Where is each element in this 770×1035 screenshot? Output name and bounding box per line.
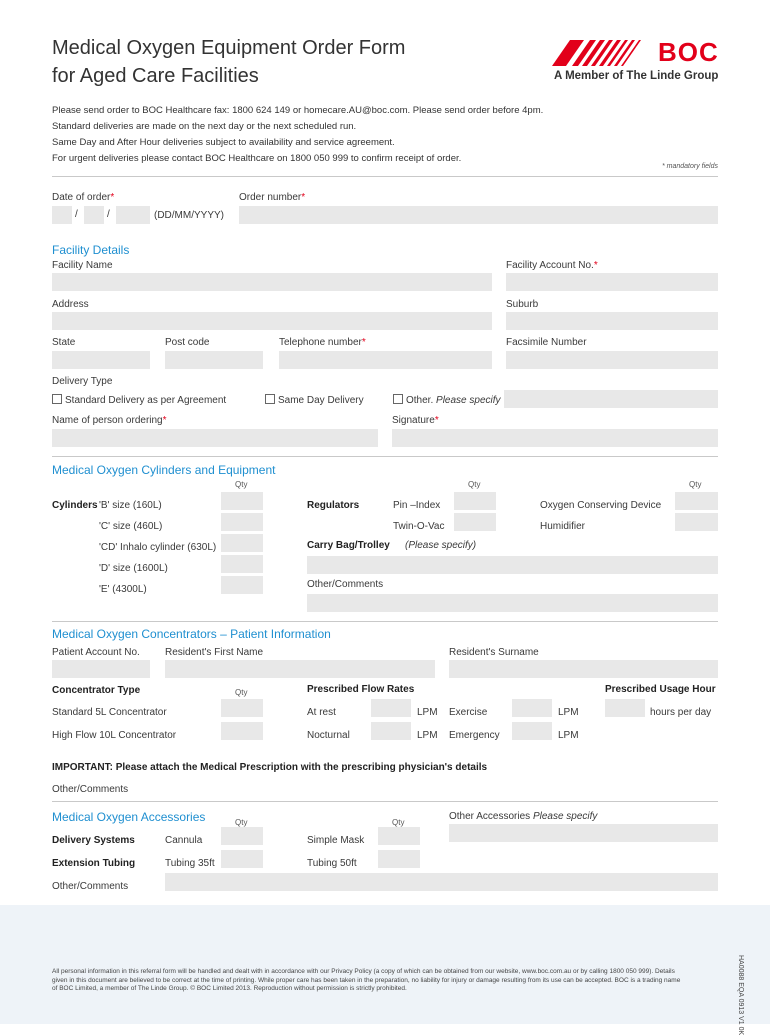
signature-label-text: Signature [392, 415, 435, 426]
cylinder-cd-qty-field[interactable] [221, 534, 263, 552]
date-day-field[interactable] [52, 206, 72, 224]
other-delivery-field[interactable] [504, 390, 718, 408]
standard-delivery-label: Standard Delivery as per Agreement [65, 395, 227, 406]
other-delivery-label [406, 395, 501, 406]
intro-line: For urgent deliveries please contact BOC Healthcare on 1800 050 999 to confirm receipt of order. [52, 153, 462, 164]
tubing-50ft-label: Tubing 50ft [307, 858, 357, 869]
standard-delivery-checkbox[interactable] [52, 394, 62, 404]
address-field[interactable] [52, 312, 492, 330]
oxygen-conserving-device-label: Oxygen Conserving Device [540, 500, 662, 511]
first-name-field[interactable] [165, 660, 435, 678]
divider [52, 621, 718, 622]
simple-mask-qty-field[interactable] [378, 827, 420, 845]
facility-name-label: Facility Name [52, 260, 113, 271]
other-accessories-hint: Please specify [532, 811, 598, 822]
telephone-label-text: Telephone number [279, 337, 362, 348]
order-number-label-text: Order number [239, 192, 302, 203]
cylinder-size-e: 'E' (4300L) [99, 584, 147, 595]
required-mark: * [162, 415, 167, 426]
date-year-field[interactable] [116, 206, 150, 224]
cylinders-other-comments-field[interactable] [307, 594, 718, 612]
accessories-other-comments-label: Other/Comments [52, 881, 129, 892]
facility-account-label [506, 260, 598, 271]
brand-name: BOC [658, 37, 719, 67]
person-ordering-label-text: Name of person ordering [52, 415, 163, 426]
important-note: IMPORTANT: Please attach the Medical Prescription with the prescribing physician's details [52, 762, 488, 773]
regulators-label: Regulators [307, 500, 360, 511]
cylinder-size-d: 'D' size (1600L) [99, 563, 168, 574]
extension-tubing-label: Extension Tubing [52, 858, 136, 869]
fax-label: Facsimile Number [506, 337, 587, 348]
date-separator: / [107, 209, 110, 220]
flow-at-rest-label: At rest [307, 707, 336, 718]
qty-header: Qty [468, 480, 481, 489]
fax-field[interactable] [506, 351, 718, 369]
cylinder-e-qty-field[interactable] [221, 576, 263, 594]
flow-emergency-field[interactable] [512, 722, 552, 740]
high-flow-concentrator-label: High Flow 10L Concentrator [52, 730, 177, 741]
flow-exercise-label: Exercise [449, 707, 488, 718]
order-number-label [239, 192, 305, 203]
flow-nocturnal-field[interactable] [371, 722, 411, 740]
other-delivery-checkbox[interactable] [393, 394, 403, 404]
postcode-field[interactable] [165, 351, 263, 369]
regulator-pin-index: Pin –Index [393, 500, 441, 511]
date-month-field[interactable] [84, 206, 104, 224]
required-mark: * [434, 415, 439, 426]
signature-field[interactable] [392, 429, 718, 447]
high-flow-concentrator-qty-field[interactable] [221, 722, 263, 740]
standard-concentrator-label: Standard 5L Concentrator [52, 707, 167, 718]
person-ordering-label [52, 415, 167, 426]
facility-account-label-text: Facility Account No. [506, 260, 594, 271]
cylinders-heading: Medical Oxygen Cylinders and Equipment [52, 463, 276, 477]
flow-at-rest-field[interactable] [371, 699, 411, 717]
standard-concentrator-qty-field[interactable] [221, 699, 263, 717]
divider [52, 801, 718, 802]
order-number-field[interactable] [239, 206, 718, 224]
date-label-text: Date of order [52, 192, 111, 203]
patient-account-field[interactable] [52, 660, 150, 678]
patient-account-label: Patient Account No. [52, 647, 140, 658]
date-separator: / [75, 209, 78, 220]
facility-heading: Facility Details [52, 243, 130, 257]
cylinder-b-qty-field[interactable] [221, 492, 263, 510]
carry-bag-field[interactable] [307, 556, 718, 574]
humidifier-qty-field[interactable] [675, 513, 718, 531]
cannula-qty-field[interactable] [221, 827, 263, 845]
accessories-heading: Medical Oxygen Accessories [52, 810, 206, 824]
telephone-label [279, 337, 366, 348]
usage-hour-label: Prescribed Usage Hour [605, 684, 716, 695]
pin-index-qty-field[interactable] [454, 492, 496, 510]
required-mark: * [110, 192, 115, 203]
other-accessories-text: Other Accessories [449, 811, 531, 822]
privacy-statement: All personal information in this referral form will be handled and dealt with in accordance with our Privacy Policy (a copy of which can be obtained from our website, www.boc.com.au or by calling 1800 050 999). Details given in this document are believed to be correct at the time of printing. While proper care has been taken in the preparation, no liability for injury or damage resulting from its use can be accepted. BOC is a trading name of BOC Limited, a member of The Linde Group. © BOC Limited 2013. Reproduction without permission is strictly prohibited. [52, 968, 681, 992]
brand-tagline: A Member of The Linde Group [554, 70, 719, 82]
same-day-delivery-label: Same Day Delivery [278, 395, 364, 406]
carry-bag-label: Carry Bag/Trolley [307, 540, 390, 551]
date-label [52, 192, 114, 203]
flow-rates-label: Prescribed Flow Rates [307, 684, 415, 695]
intro-line: Please send order to BOC Healthcare fax: 1800 624 149 or homecare.AU@boc.com. Please send order before 4pm. [52, 105, 544, 116]
divider [52, 176, 718, 177]
other-delivery-text: Other. [406, 395, 434, 406]
other-accessories-label [449, 811, 597, 822]
lpm-unit: LPM [417, 730, 438, 741]
required-mark: * [361, 337, 366, 348]
flow-exercise-field[interactable] [512, 699, 552, 717]
usage-hours-field[interactable] [605, 699, 645, 717]
qty-header: Qty [392, 818, 405, 827]
cylinder-d-qty-field[interactable] [221, 555, 263, 573]
footer-band [0, 905, 770, 1024]
divider [52, 456, 718, 457]
postcode-label: Post code [165, 337, 210, 348]
delivery-systems-label: Delivery Systems [52, 835, 135, 846]
other-accessories-field[interactable] [449, 824, 718, 842]
document-code: HA0088 EQA 0913 V1 0K [737, 955, 744, 1035]
surname-label: Resident's Surname [449, 647, 539, 658]
facility-name-field[interactable] [52, 273, 492, 291]
mandatory-note: * mandatory fields [661, 163, 718, 170]
concentrators-other-comments-label: Other/Comments [52, 784, 129, 795]
qty-header: Qty [689, 480, 702, 489]
cylinder-size-cd: 'CD' Inhalo cylinder (630L) [99, 542, 217, 553]
same-day-delivery-checkbox[interactable] [265, 394, 275, 404]
signature-label [392, 415, 439, 426]
lpm-unit: LPM [558, 730, 579, 741]
carry-bag-hint: (Please specify) [405, 540, 477, 551]
suburb-field[interactable] [506, 312, 718, 330]
suburb-label: Suburb [506, 299, 539, 310]
lpm-unit: LPM [558, 707, 579, 718]
required-mark: * [301, 192, 306, 203]
date-format-hint: (DD/MM/YYYY) [154, 210, 224, 221]
concentrator-type-label: Concentrator Type [52, 685, 141, 696]
cylinder-size-b: 'B' size (160L) [99, 500, 162, 511]
intro-line: Same Day and After Hour deliveries subject to availability and service agreement. [52, 137, 395, 148]
tubing-35ft-label: Tubing 35ft [165, 858, 215, 869]
required-mark: * [593, 260, 598, 271]
oxygen-conserving-device-qty-field[interactable] [675, 492, 718, 510]
state-label: State [52, 337, 76, 348]
other-delivery-hint: Please specify [436, 395, 501, 406]
title-line-1: Medical Oxygen Equipment Order Form [52, 37, 406, 59]
tubing-35ft-qty-field[interactable] [221, 850, 263, 868]
telephone-field[interactable] [279, 351, 492, 369]
intro-text [52, 103, 543, 167]
boc-stripes-icon [552, 40, 660, 66]
cylinder-size-c: 'C' size (460L) [99, 521, 163, 532]
state-field[interactable] [52, 351, 150, 369]
surname-field[interactable] [449, 660, 718, 678]
twin-o-vac-qty-field[interactable] [454, 513, 496, 531]
address-label: Address [52, 299, 89, 310]
qty-header: Qty [235, 818, 248, 827]
first-name-label: Resident's First Name [165, 647, 264, 658]
intro-line: Standard deliveries are made on the next day or the next scheduled run. [52, 121, 357, 132]
qty-header: Qty [235, 480, 248, 489]
flow-nocturnal-label: Nocturnal [307, 730, 350, 741]
regulator-twin-o-vac: Twin-O-Vac [393, 521, 445, 532]
qty-header: Qty [235, 688, 248, 697]
cylinders-label: Cylinders [52, 500, 98, 511]
boc-logo [552, 37, 722, 86]
simple-mask-label: Simple Mask [307, 835, 365, 846]
accessories-other-comments-field[interactable] [165, 873, 718, 891]
tubing-50ft-qty-field[interactable] [378, 850, 420, 868]
delivery-type-label: Delivery Type [52, 376, 113, 387]
cylinders-other-comments-label: Other/Comments [307, 579, 384, 590]
flow-emergency-label: Emergency [449, 730, 500, 741]
facility-account-field[interactable] [506, 273, 718, 291]
title-line-2: for Aged Care Facilities [52, 65, 259, 87]
humidifier-label: Humidifier [540, 521, 586, 532]
cannula-label: Cannula [165, 835, 203, 846]
hours-per-day-label: hours per day [650, 707, 712, 718]
page-title [52, 34, 405, 90]
person-ordering-field[interactable] [52, 429, 378, 447]
cylinder-c-qty-field[interactable] [221, 513, 263, 531]
concentrators-heading: Medical Oxygen Concentrators – Patient Information [52, 627, 331, 641]
lpm-unit: LPM [417, 707, 438, 718]
